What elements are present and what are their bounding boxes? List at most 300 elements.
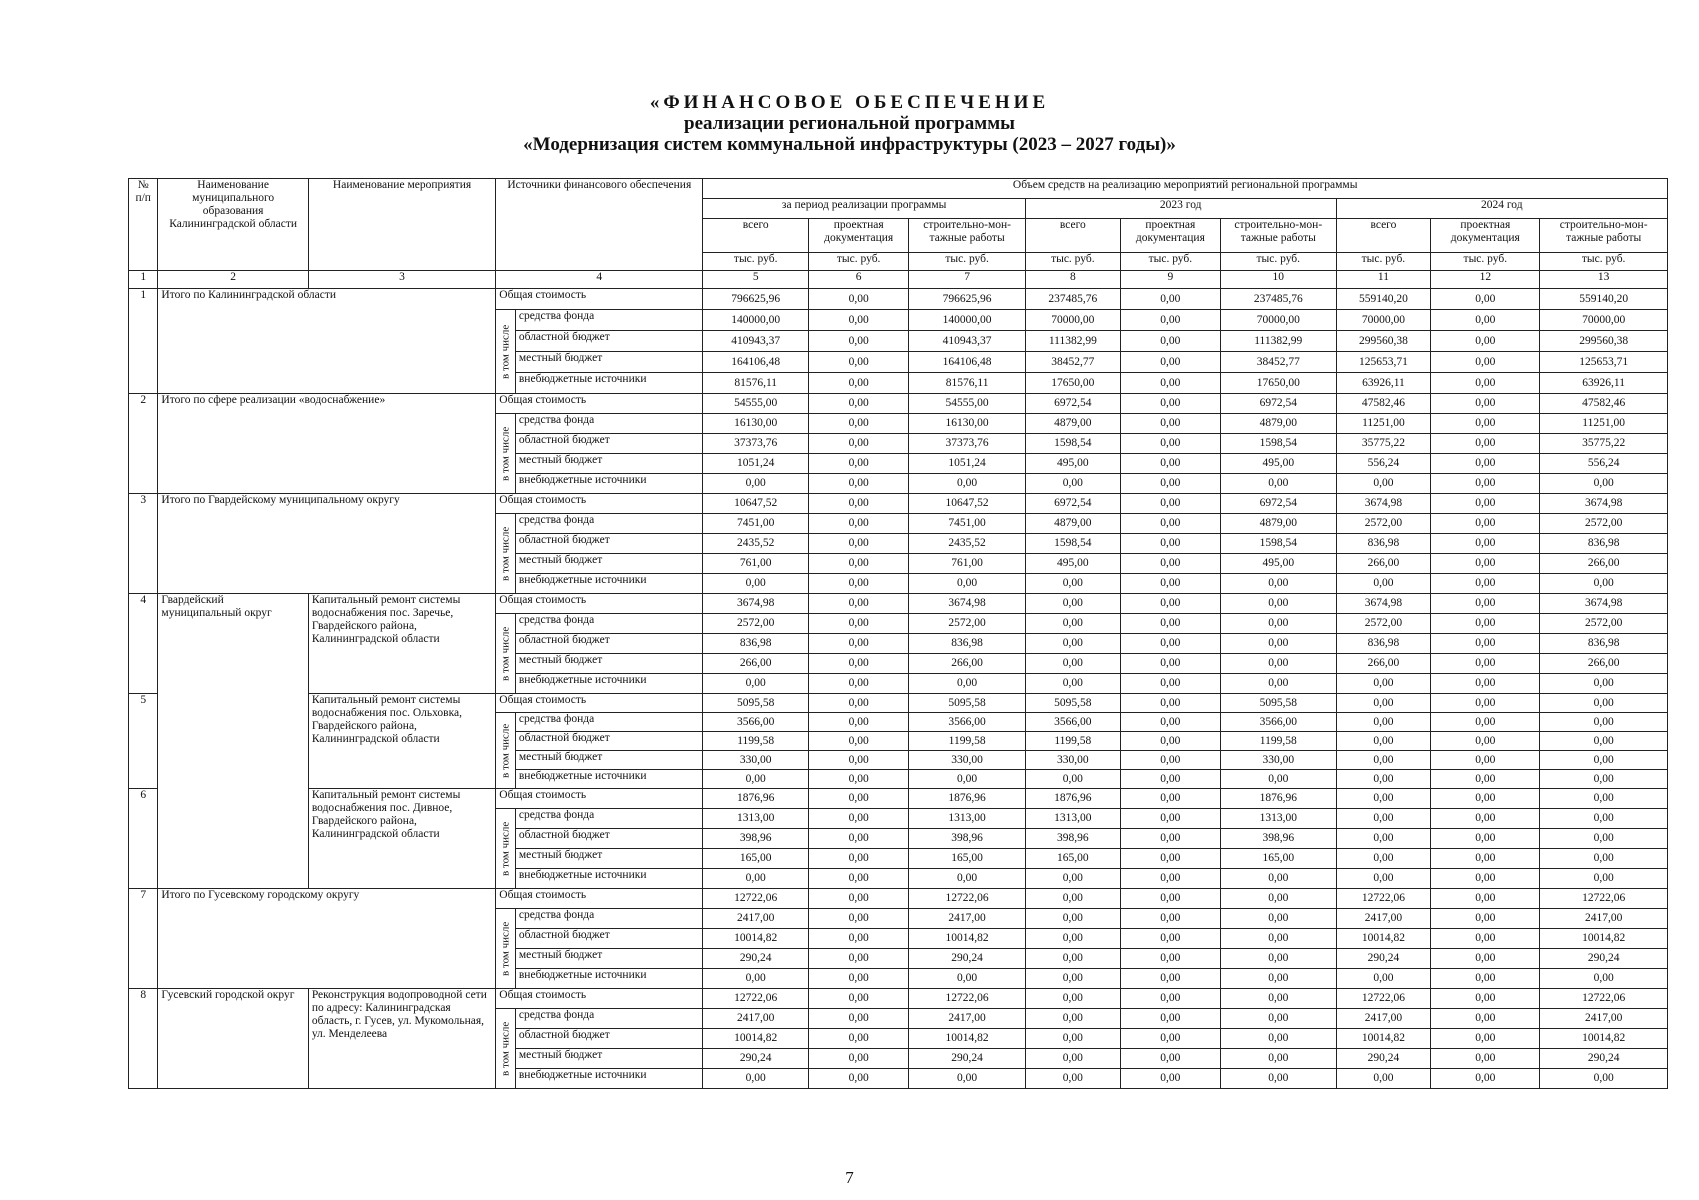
value-cell: 0,00 — [1221, 889, 1337, 909]
including-label: в том числе — [496, 713, 516, 789]
value-cell: 165,00 — [909, 849, 1026, 869]
value-cell: 0,00 — [1336, 869, 1431, 889]
value-cell: 0,00 — [1120, 414, 1220, 434]
value-cell: 0,00 — [809, 1049, 909, 1069]
value-cell: 0,00 — [1025, 1009, 1120, 1029]
value-cell: 0,00 — [1120, 574, 1220, 594]
value-cell: 1598,54 — [1025, 534, 1120, 554]
value-cell: 0,00 — [1025, 674, 1120, 694]
value-cell: 0,00 — [809, 614, 909, 634]
value-cell: 1199,58 — [1025, 732, 1120, 751]
value-cell: 0,00 — [1431, 394, 1540, 414]
source-label: областной бюджет — [515, 534, 702, 554]
value-cell: 10647,52 — [909, 494, 1026, 514]
value-cell: 2417,00 — [909, 1009, 1026, 1029]
value-cell: 165,00 — [703, 849, 809, 869]
value-cell: 0,00 — [1120, 770, 1220, 789]
table-row — [129, 789, 1668, 809]
value-cell: 1876,96 — [1025, 789, 1120, 809]
value-cell: 0,00 — [809, 732, 909, 751]
header-unit: тыс. руб. — [1221, 253, 1337, 271]
value-cell: 266,00 — [703, 654, 809, 674]
source-label: внебюджетные источники — [515, 770, 702, 789]
value-cell: 0,00 — [1120, 1009, 1220, 1029]
value-cell: 0,00 — [1336, 751, 1431, 770]
value-cell: 0,00 — [1221, 929, 1337, 949]
value-cell: 0,00 — [1120, 454, 1220, 474]
value-cell: 1876,96 — [909, 789, 1026, 809]
value-cell: 0,00 — [1431, 1049, 1540, 1069]
table-body — [129, 289, 1668, 1089]
value-cell: 0,00 — [1431, 654, 1540, 674]
value-cell: 12722,06 — [909, 989, 1026, 1009]
value-cell: 4879,00 — [1221, 514, 1337, 534]
value-cell: 1051,24 — [703, 454, 809, 474]
value-cell: 2435,52 — [703, 534, 809, 554]
value-cell: 495,00 — [1221, 554, 1337, 574]
source-label: Общая стоимость — [496, 394, 703, 414]
value-cell: 0,00 — [1431, 849, 1540, 869]
value-cell: 0,00 — [809, 989, 909, 1009]
source-label: средства фонда — [515, 414, 702, 434]
value-cell: 0,00 — [809, 674, 909, 694]
header-period-total: за период реализации программы — [703, 199, 1026, 219]
source-label: местный бюджет — [515, 654, 702, 674]
value-cell: 2572,00 — [1540, 614, 1668, 634]
value-cell: 2417,00 — [1336, 1009, 1431, 1029]
value-cell: 0,00 — [1431, 713, 1540, 732]
source-label: средства фонда — [515, 1009, 702, 1029]
header-unit: тыс. руб. — [1336, 253, 1431, 271]
value-cell: 0,00 — [909, 770, 1026, 789]
value-cell: 10014,82 — [1336, 1029, 1431, 1049]
value-cell: 0,00 — [1431, 989, 1540, 1009]
value-cell: 299560,38 — [1540, 331, 1668, 352]
value-cell: 2417,00 — [1336, 909, 1431, 929]
source-label: областной бюджет — [515, 634, 702, 654]
column-number: 2 — [158, 271, 308, 289]
value-cell: 16130,00 — [703, 414, 809, 434]
value-cell: 0,00 — [1431, 789, 1540, 809]
value-cell: 0,00 — [1120, 373, 1220, 394]
value-cell: 0,00 — [1431, 732, 1540, 751]
value-cell: 1199,58 — [1221, 732, 1337, 751]
value-cell: 0,00 — [809, 331, 909, 352]
event-name: Капитальный ремонт системы водоснабжения пос. Заречье, Гвардейского района, Калининградской области — [308, 594, 495, 694]
column-number: 6 — [809, 271, 909, 289]
source-label: местный бюджет — [515, 352, 702, 373]
including-label: в том числе — [496, 414, 516, 494]
value-cell: 0,00 — [1120, 331, 1220, 352]
including-label: в том числе — [496, 310, 516, 394]
value-cell: 0,00 — [1540, 969, 1668, 989]
value-cell: 0,00 — [1221, 674, 1337, 694]
value-cell: 10014,82 — [1336, 929, 1431, 949]
value-cell: 0,00 — [1025, 614, 1120, 634]
value-cell: 290,24 — [909, 1049, 1026, 1069]
value-cell: 836,98 — [1336, 634, 1431, 654]
value-cell: 3674,98 — [909, 594, 1026, 614]
value-cell: 38452,77 — [1221, 352, 1337, 373]
value-cell: 0,00 — [1540, 789, 1668, 809]
source-label: внебюджетные источники — [515, 1069, 702, 1089]
value-cell: 0,00 — [809, 1009, 909, 1029]
value-cell: 0,00 — [1025, 929, 1120, 949]
source-label: местный бюджет — [515, 849, 702, 869]
source-label: средства фонда — [515, 310, 702, 331]
value-cell: 0,00 — [1221, 969, 1337, 989]
value-cell: 38452,77 — [1025, 352, 1120, 373]
value-cell: 0,00 — [809, 869, 909, 889]
row-number: 4 — [129, 594, 158, 694]
value-cell: 63926,11 — [1540, 373, 1668, 394]
value-cell: 37373,76 — [703, 434, 809, 454]
header-unit: тыс. руб. — [1025, 253, 1120, 271]
value-cell: 237485,76 — [1221, 289, 1337, 310]
source-label: местный бюджет — [515, 1049, 702, 1069]
event-name: Капитальный ремонт системы водоснабжения пос. Ольховка, Гвардейского района, Калининградской области — [308, 694, 495, 789]
value-cell: 0,00 — [1431, 494, 1540, 514]
value-cell: 0,00 — [1431, 751, 1540, 770]
value-cell: 0,00 — [809, 414, 909, 434]
value-cell: 0,00 — [1221, 1049, 1337, 1069]
value-cell: 0,00 — [1120, 614, 1220, 634]
value-cell: 0,00 — [909, 969, 1026, 989]
value-cell: 0,00 — [809, 474, 909, 494]
value-cell: 0,00 — [809, 789, 909, 809]
value-cell: 556,24 — [1336, 454, 1431, 474]
source-label: местный бюджет — [515, 751, 702, 770]
value-cell: 0,00 — [809, 554, 909, 574]
value-cell: 4879,00 — [1025, 414, 1120, 434]
value-cell: 796625,96 — [909, 289, 1026, 310]
value-cell: 266,00 — [1336, 654, 1431, 674]
value-cell: 3674,98 — [703, 594, 809, 614]
value-cell: 237485,76 — [1025, 289, 1120, 310]
value-cell: 0,00 — [1221, 1069, 1337, 1089]
value-cell: 0,00 — [1431, 289, 1540, 310]
value-cell: 0,00 — [809, 494, 909, 514]
value-cell: 290,24 — [1336, 949, 1431, 969]
value-cell: 495,00 — [1221, 454, 1337, 474]
value-cell: 330,00 — [1025, 751, 1120, 770]
value-cell: 0,00 — [1120, 751, 1220, 770]
value-cell: 2417,00 — [1540, 1009, 1668, 1029]
value-cell: 5095,58 — [909, 694, 1026, 713]
source-label: средства фонда — [515, 809, 702, 829]
value-cell: 0,00 — [1431, 574, 1540, 594]
value-cell: 0,00 — [1336, 674, 1431, 694]
value-cell: 17650,00 — [1025, 373, 1120, 394]
source-label: внебюджетные источники — [515, 674, 702, 694]
value-cell: 0,00 — [1431, 514, 1540, 534]
column-number: 13 — [1540, 271, 1668, 289]
value-cell: 0,00 — [1431, 869, 1540, 889]
value-cell: 0,00 — [1431, 594, 1540, 614]
value-cell: 0,00 — [1025, 634, 1120, 654]
value-cell: 0,00 — [1336, 694, 1431, 713]
value-cell: 0,00 — [809, 909, 909, 929]
header-sub: проектная документация — [809, 219, 909, 253]
source-label: областной бюджет — [515, 434, 702, 454]
value-cell: 0,00 — [703, 770, 809, 789]
value-cell: 2572,00 — [909, 614, 1026, 634]
value-cell: 0,00 — [1431, 373, 1540, 394]
value-cell: 4879,00 — [1025, 514, 1120, 534]
value-cell: 70000,00 — [1336, 310, 1431, 331]
source-label: внебюджетные источники — [515, 373, 702, 394]
value-cell: 54555,00 — [703, 394, 809, 414]
value-cell: 0,00 — [1431, 634, 1540, 654]
source-label: областной бюджет — [515, 732, 702, 751]
value-cell: 0,00 — [809, 929, 909, 949]
table-header — [129, 179, 1668, 289]
value-cell: 0,00 — [1120, 809, 1220, 829]
title-line-3: «Модернизация систем коммунальной инфраструктуры (2023 – 2027 годы)» — [523, 134, 1176, 155]
value-cell: 1199,58 — [703, 732, 809, 751]
source-label: местный бюджет — [515, 454, 702, 474]
value-cell: 0,00 — [809, 634, 909, 654]
value-cell: 0,00 — [1120, 713, 1220, 732]
value-cell: 0,00 — [1025, 770, 1120, 789]
value-cell: 836,98 — [1540, 534, 1668, 554]
row-number: 8 — [129, 989, 158, 1089]
value-cell: 0,00 — [809, 454, 909, 474]
value-cell: 0,00 — [809, 434, 909, 454]
value-cell: 0,00 — [809, 969, 909, 989]
source-label: средства фонда — [515, 514, 702, 534]
value-cell: 0,00 — [1431, 949, 1540, 969]
value-cell: 0,00 — [1540, 809, 1668, 829]
value-cell: 3674,98 — [1336, 494, 1431, 514]
header-source: Источники финансового обеспечения — [496, 179, 703, 271]
source-label: местный бюджет — [515, 949, 702, 969]
value-cell: 3566,00 — [1221, 713, 1337, 732]
header-sub: проектная документация — [1120, 219, 1220, 253]
source-label: областной бюджет — [515, 929, 702, 949]
value-cell: 0,00 — [1336, 474, 1431, 494]
value-cell: 0,00 — [1120, 789, 1220, 809]
value-cell: 0,00 — [809, 394, 909, 414]
value-cell: 0,00 — [1221, 1029, 1337, 1049]
value-cell: 11251,00 — [1336, 414, 1431, 434]
value-cell: 290,24 — [909, 949, 1026, 969]
value-cell: 0,00 — [1221, 1009, 1337, 1029]
value-cell: 0,00 — [809, 751, 909, 770]
value-cell: 1598,54 — [1221, 534, 1337, 554]
value-cell: 0,00 — [1120, 554, 1220, 574]
value-cell: 165,00 — [1221, 849, 1337, 869]
value-cell: 0,00 — [1025, 1029, 1120, 1049]
value-cell: 0,00 — [909, 674, 1026, 694]
value-cell: 0,00 — [809, 654, 909, 674]
value-cell: 0,00 — [1120, 594, 1220, 614]
value-cell: 0,00 — [1431, 889, 1540, 909]
value-cell: 559140,20 — [1336, 289, 1431, 310]
value-cell: 0,00 — [1120, 310, 1220, 331]
value-cell: 0,00 — [1025, 889, 1120, 909]
value-cell: 290,24 — [1540, 1049, 1668, 1069]
value-cell: 0,00 — [1120, 494, 1220, 514]
value-cell: 6972,54 — [1221, 494, 1337, 514]
value-cell: 0,00 — [703, 574, 809, 594]
value-cell: 1313,00 — [1221, 809, 1337, 829]
row-title: Итого по сфере реализации «водоснабжение» — [158, 394, 496, 494]
value-cell: 35775,22 — [1540, 434, 1668, 454]
header-sub: всего — [703, 219, 809, 253]
value-cell: 0,00 — [1431, 454, 1540, 474]
value-cell: 0,00 — [909, 869, 1026, 889]
value-cell: 125653,71 — [1540, 352, 1668, 373]
source-label: областной бюджет — [515, 331, 702, 352]
value-cell: 0,00 — [1120, 849, 1220, 869]
page-number: 7 — [845, 1168, 854, 1187]
row-number: 1 — [129, 289, 158, 394]
value-cell: 836,98 — [909, 634, 1026, 654]
value-cell: 0,00 — [1221, 770, 1337, 789]
source-label: областной бюджет — [515, 829, 702, 849]
value-cell: 330,00 — [703, 751, 809, 770]
value-cell: 410943,37 — [909, 331, 1026, 352]
value-cell: 10014,82 — [703, 929, 809, 949]
table-row — [129, 394, 1668, 414]
value-cell: 0,00 — [1025, 949, 1120, 969]
value-cell: 0,00 — [1336, 574, 1431, 594]
source-label: Общая стоимость — [496, 594, 703, 614]
column-number: 9 — [1120, 271, 1220, 289]
value-cell: 0,00 — [703, 869, 809, 889]
value-cell: 0,00 — [1431, 554, 1540, 574]
value-cell: 0,00 — [909, 574, 1026, 594]
source-label: Общая стоимость — [496, 789, 703, 809]
value-cell: 7451,00 — [703, 514, 809, 534]
value-cell: 2417,00 — [909, 909, 1026, 929]
value-cell: 0,00 — [1025, 909, 1120, 929]
value-cell: 3674,98 — [1336, 594, 1431, 614]
value-cell: 0,00 — [1540, 869, 1668, 889]
value-cell: 0,00 — [1120, 829, 1220, 849]
value-cell: 17650,00 — [1221, 373, 1337, 394]
column-number: 5 — [703, 271, 809, 289]
value-cell: 1051,24 — [909, 454, 1026, 474]
document-title — [0, 92, 1699, 155]
title-line-2: реализации региональной программы — [684, 113, 1015, 134]
header-volume: Объем средств на реализацию мероприятий региональной программы — [703, 179, 1668, 199]
value-cell: 12722,06 — [1336, 989, 1431, 1009]
value-cell: 3566,00 — [703, 713, 809, 732]
value-cell: 495,00 — [1025, 554, 1120, 574]
table-row — [129, 989, 1668, 1009]
value-cell: 0,00 — [1120, 694, 1220, 713]
value-cell: 70000,00 — [1540, 310, 1668, 331]
value-cell: 0,00 — [1540, 770, 1668, 789]
value-cell: 0,00 — [1540, 1069, 1668, 1089]
value-cell: 10647,52 — [703, 494, 809, 514]
value-cell: 0,00 — [809, 594, 909, 614]
value-cell: 2572,00 — [703, 614, 809, 634]
value-cell: 0,00 — [1120, 969, 1220, 989]
value-cell: 0,00 — [1221, 634, 1337, 654]
value-cell: 47582,46 — [1540, 394, 1668, 414]
value-cell: 0,00 — [1336, 1069, 1431, 1089]
financing-table — [128, 178, 1668, 1089]
header-num: № п/п — [129, 179, 158, 271]
value-cell: 398,96 — [1025, 829, 1120, 849]
value-cell: 0,00 — [1120, 394, 1220, 414]
value-cell: 2572,00 — [1540, 514, 1668, 534]
value-cell: 35775,22 — [1336, 434, 1431, 454]
value-cell: 0,00 — [1431, 809, 1540, 829]
column-number: 7 — [909, 271, 1026, 289]
value-cell: 398,96 — [909, 829, 1026, 849]
value-cell: 0,00 — [809, 949, 909, 969]
value-cell: 398,96 — [703, 829, 809, 849]
table-row — [129, 289, 1668, 310]
municipality-name: Гусевский городской округ — [158, 989, 308, 1089]
value-cell: 0,00 — [1120, 889, 1220, 909]
header-unit: тыс. руб. — [909, 253, 1026, 271]
value-cell: 0,00 — [1025, 1069, 1120, 1089]
value-cell: 16130,00 — [909, 414, 1026, 434]
value-cell: 290,24 — [703, 1049, 809, 1069]
value-cell: 0,00 — [809, 809, 909, 829]
value-cell: 1598,54 — [1221, 434, 1337, 454]
value-cell: 0,00 — [1431, 909, 1540, 929]
value-cell: 81576,11 — [909, 373, 1026, 394]
source-label: Общая стоимость — [496, 494, 703, 514]
value-cell: 164106,48 — [909, 352, 1026, 373]
value-cell: 0,00 — [1025, 594, 1120, 614]
row-number: 5 — [129, 694, 158, 789]
value-cell: 0,00 — [1221, 909, 1337, 929]
value-cell: 10014,82 — [1540, 929, 1668, 949]
value-cell: 290,24 — [1336, 1049, 1431, 1069]
value-cell: 0,00 — [1221, 949, 1337, 969]
event-name: Реконструкция водопроводной сети по адресу: Калининградская область, г. Гусев, ул. Мукомольная, ул. Менделеева — [308, 989, 495, 1089]
value-cell: 0,00 — [1431, 1069, 1540, 1089]
source-label: внебюджетные источники — [515, 869, 702, 889]
value-cell: 11251,00 — [1540, 414, 1668, 434]
value-cell: 0,00 — [1025, 989, 1120, 1009]
source-label: внебюджетные источники — [515, 474, 702, 494]
value-cell: 5095,58 — [1025, 694, 1120, 713]
value-cell: 0,00 — [1336, 770, 1431, 789]
header-sub: всего — [1336, 219, 1431, 253]
municipality-name: Гвардейский муниципальный округ — [158, 594, 308, 889]
including-label: в том числе — [496, 909, 516, 989]
value-cell: 0,00 — [1025, 654, 1120, 674]
header-event: Наименование мероприятия — [308, 179, 495, 271]
value-cell: 0,00 — [1540, 751, 1668, 770]
value-cell: 2417,00 — [1540, 909, 1668, 929]
value-cell: 12722,06 — [1540, 889, 1668, 909]
source-label: Общая стоимость — [496, 694, 703, 713]
value-cell: 266,00 — [1336, 554, 1431, 574]
value-cell: 836,98 — [1540, 634, 1668, 654]
value-cell: 125653,71 — [1336, 352, 1431, 373]
value-cell: 0,00 — [1221, 989, 1337, 1009]
value-cell: 12722,06 — [703, 989, 809, 1009]
header-unit: тыс. руб. — [703, 253, 809, 271]
value-cell: 290,24 — [703, 949, 809, 969]
value-cell: 0,00 — [1120, 654, 1220, 674]
column-number: 8 — [1025, 271, 1120, 289]
table-row — [129, 889, 1668, 909]
value-cell: 70000,00 — [1221, 310, 1337, 331]
value-cell: 266,00 — [909, 654, 1026, 674]
value-cell: 2417,00 — [703, 909, 809, 929]
value-cell: 0,00 — [1120, 634, 1220, 654]
